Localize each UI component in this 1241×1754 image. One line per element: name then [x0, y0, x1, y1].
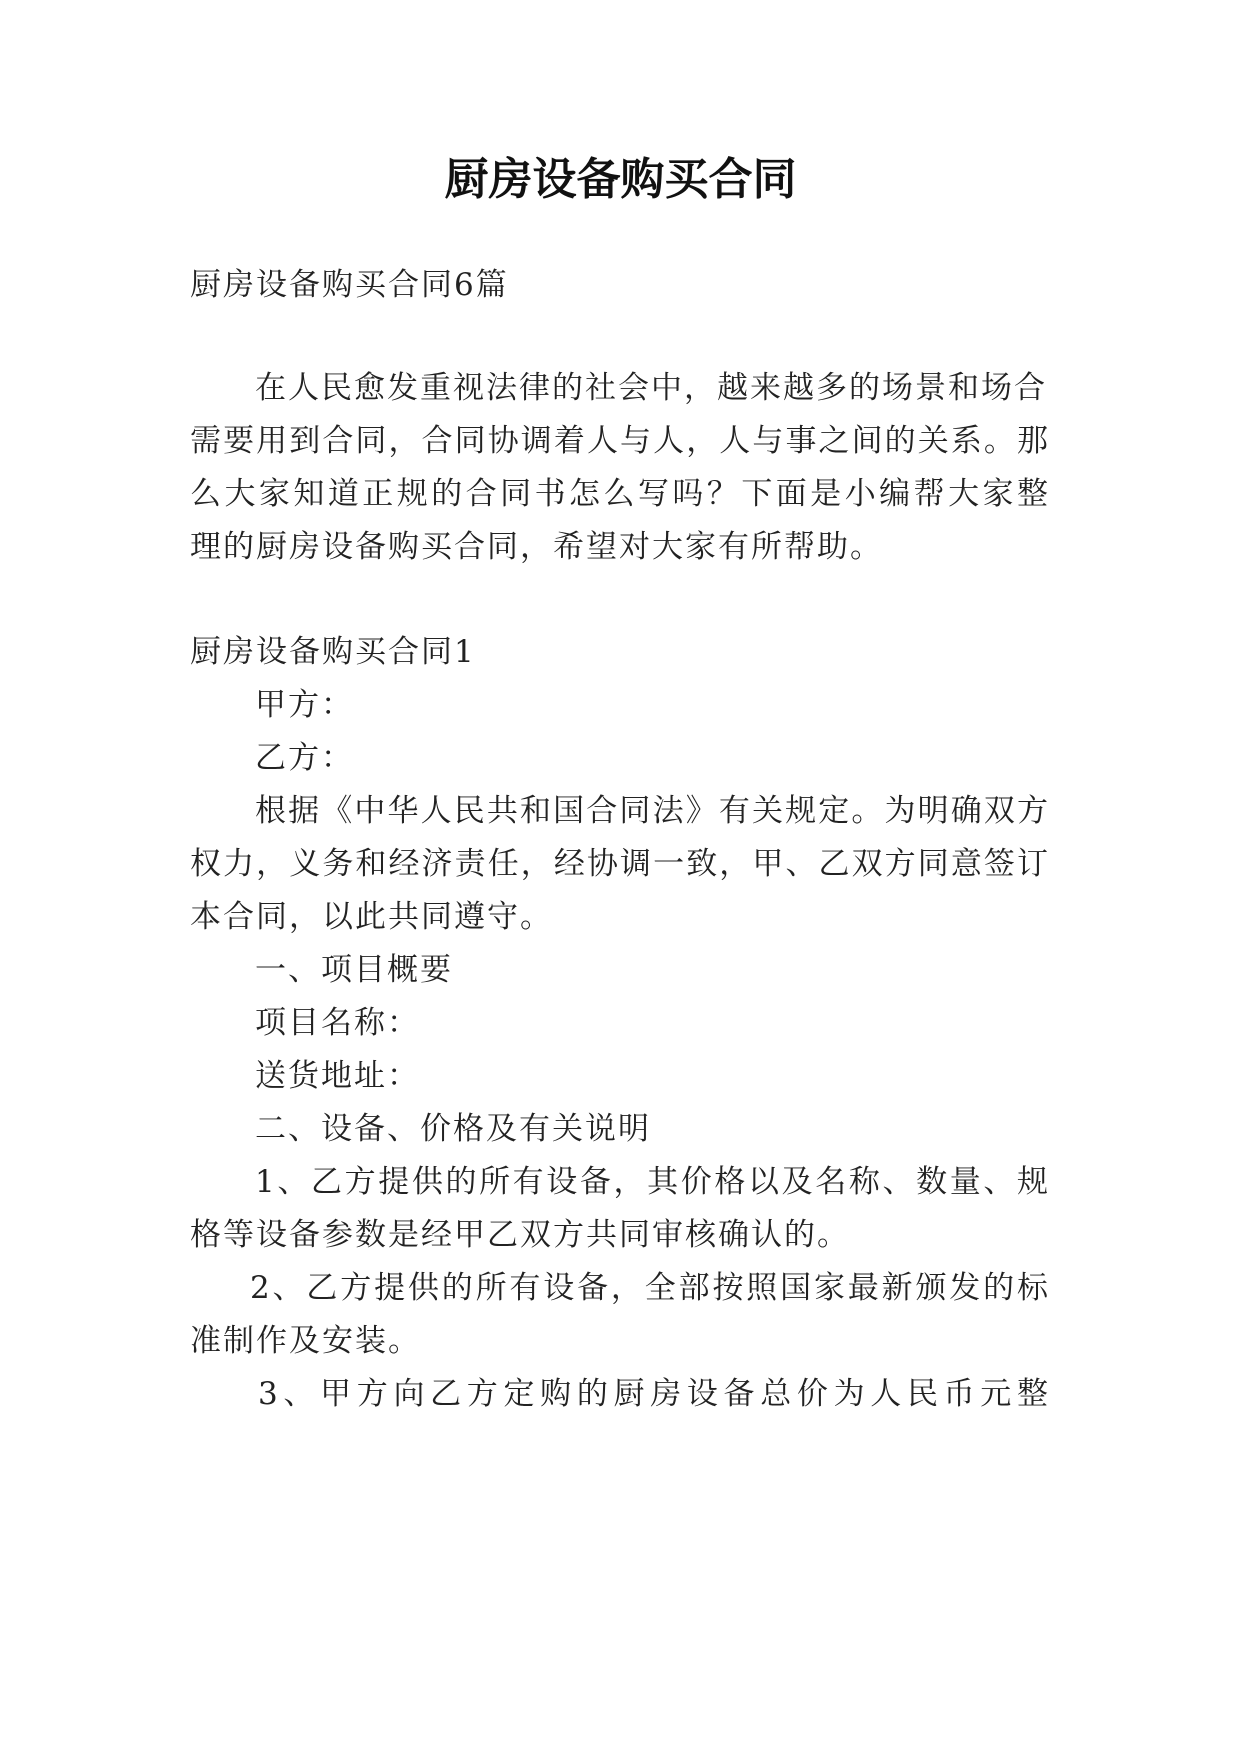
- section-heading: 厨房设备购买合同1: [190, 634, 476, 670]
- project-name-label: 项目名称：: [255, 1005, 420, 1041]
- clause2-line-1: 2、乙方提供的所有设备，全部按照国家最新颁发的标: [250, 1270, 1050, 1306]
- clause2-line-2: 准制作及安装。: [190, 1323, 421, 1359]
- item2-heading: 二、设备、价格及有关说明: [255, 1111, 651, 1147]
- clause1-line-2: 格等设备参数是经甲乙双方共同审核确认的。: [190, 1217, 850, 1253]
- basis-line-3: 本合同，以此共同遵守。: [190, 899, 553, 935]
- document-title: 厨房设备购买合同: [444, 154, 797, 205]
- party-a-label: 甲方：: [255, 687, 354, 723]
- item1-heading: 一、项目概要: [255, 952, 453, 988]
- basis-line-2: 权力，义务和经济责任，经协调一致，甲、乙双方同意签订: [190, 846, 1050, 882]
- clause3-line-1: 3、甲方向乙方定购的厨房设备总价为人民币元整: [258, 1376, 1050, 1412]
- clause1-line-1: 1、乙方提供的所有设备，其价格以及名称、数量、规: [255, 1164, 1050, 1200]
- intro-line-1: 在人民愈发重视法律的社会中，越来越多的场景和场合: [255, 370, 1047, 406]
- document-subtitle: 厨房设备购买合同6篇: [190, 267, 509, 303]
- delivery-address-label: 送货地址：: [255, 1058, 420, 1094]
- intro-line-3: 么大家知道正规的合同书怎么写吗？下面是小编帮大家整: [190, 476, 1050, 512]
- intro-line-4: 理的厨房设备购买合同，希望对大家有所帮助。: [190, 529, 883, 565]
- basis-line-1: 根据《中华人民共和国合同法》有关规定。为明确双方: [255, 793, 1050, 829]
- party-b-label: 乙方：: [255, 740, 354, 776]
- intro-line-2: 需要用到合同，合同协调着人与人，人与事之间的关系。那: [190, 423, 1050, 459]
